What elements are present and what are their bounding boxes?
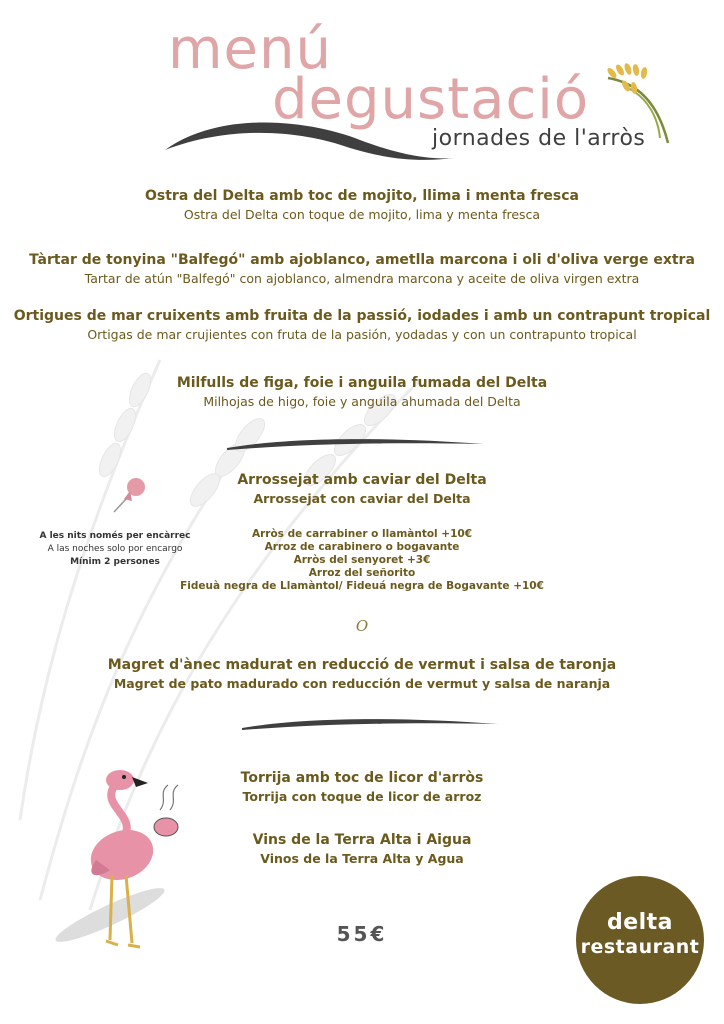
dish-3	[0, 308, 724, 342]
dish-2	[0, 252, 724, 286]
main-course-spanish: Magret de pato madurado con reducción de vermut y salsa de naranja	[113, 676, 611, 691]
reservation-note	[30, 530, 200, 569]
dessert-catalan: Torrija amb toc de licor d'arròs	[240, 770, 484, 786]
pushpin-icon	[110, 475, 150, 515]
rice-course-catalan: Arrossejat amb caviar del Delta	[237, 472, 487, 488]
note-catalan: A les nits només per encàrrec	[39, 531, 191, 541]
dish-1-catalan: Ostra del Delta amb toc de mojito, llima i menta fresca	[145, 188, 579, 204]
rice-option: Arròs de carrabiner o llamàntol +10€	[251, 528, 473, 540]
dish-4	[0, 375, 724, 409]
dish-4-catalan: Milfulls de figa, foie i anguila fumada del Delta	[176, 375, 548, 391]
note-spanish: A las noches solo por encargo	[47, 544, 183, 554]
dish-2-spanish: Tartar de atún "Balfegó" con ajoblanco, almendra marcona y aceite de oliva virgen extra	[84, 271, 640, 286]
rice-course-spanish: Arrossejat con caviar del Delta	[253, 491, 471, 506]
rice-course	[0, 472, 724, 506]
note-minimum: Mínim 2 persones	[70, 557, 160, 567]
dish-2-catalan: Tàrtar de tonyina "Balfegó" amb ajoblanco, ametlla marcona i oli d'oliva verge extra	[29, 252, 695, 268]
dish-1	[0, 188, 724, 222]
menu-title-line1: menú	[168, 17, 332, 82]
dessert-spanish: Torrija con toque de licor de arroz	[242, 789, 482, 804]
rice-option: Fideuà negra de Llamàntol/ Fideuá negra de Bogavante +10€	[180, 580, 544, 592]
logo-line1: delta	[606, 910, 674, 935]
menu-subtitle: jornades de l'arròs	[432, 126, 646, 151]
divider-swoosh-2	[240, 716, 500, 736]
rice-stalk-logo	[598, 58, 678, 148]
dish-3-spanish: Ortigas de mar crujientes con fruta de la pasión, yodadas y con un contrapunto tropical	[87, 327, 637, 342]
wines-spanish: Vinos de la Terra Alta y Agua	[260, 851, 464, 866]
logo-line2: restaurant	[580, 936, 700, 958]
price: 55€	[336, 922, 388, 946]
wines-catalan: Vins de la Terra Alta i Aigua	[252, 832, 472, 848]
menu-title-line2: degustació	[272, 67, 590, 132]
rice-option: Arroz del señorito	[308, 567, 416, 579]
main-course	[0, 657, 724, 691]
header-swoosh	[160, 100, 460, 170]
dish-1-spanish: Ostra del Delta con toque de mojito, lima y menta fresca	[183, 207, 541, 222]
delta-restaurant-logo	[576, 876, 704, 1004]
main-course-catalan: Magret d'ànec madurat en reducció de vermut i salsa de taronja	[107, 657, 617, 673]
dish-3-catalan: Ortigues de mar cruixents amb fruita de la passió, iodades i amb un contrapunt tropical	[13, 308, 711, 324]
rice-option: Arroz de carabinero o bogavante	[264, 541, 460, 553]
dish-4-spanish: Milhojas de higo, foie y anguila ahumada del Delta	[203, 394, 521, 409]
or-separator: O	[355, 617, 369, 635]
divider-swoosh-1	[225, 436, 485, 456]
rice-option: Arròs del senyoret +3€	[293, 554, 431, 566]
